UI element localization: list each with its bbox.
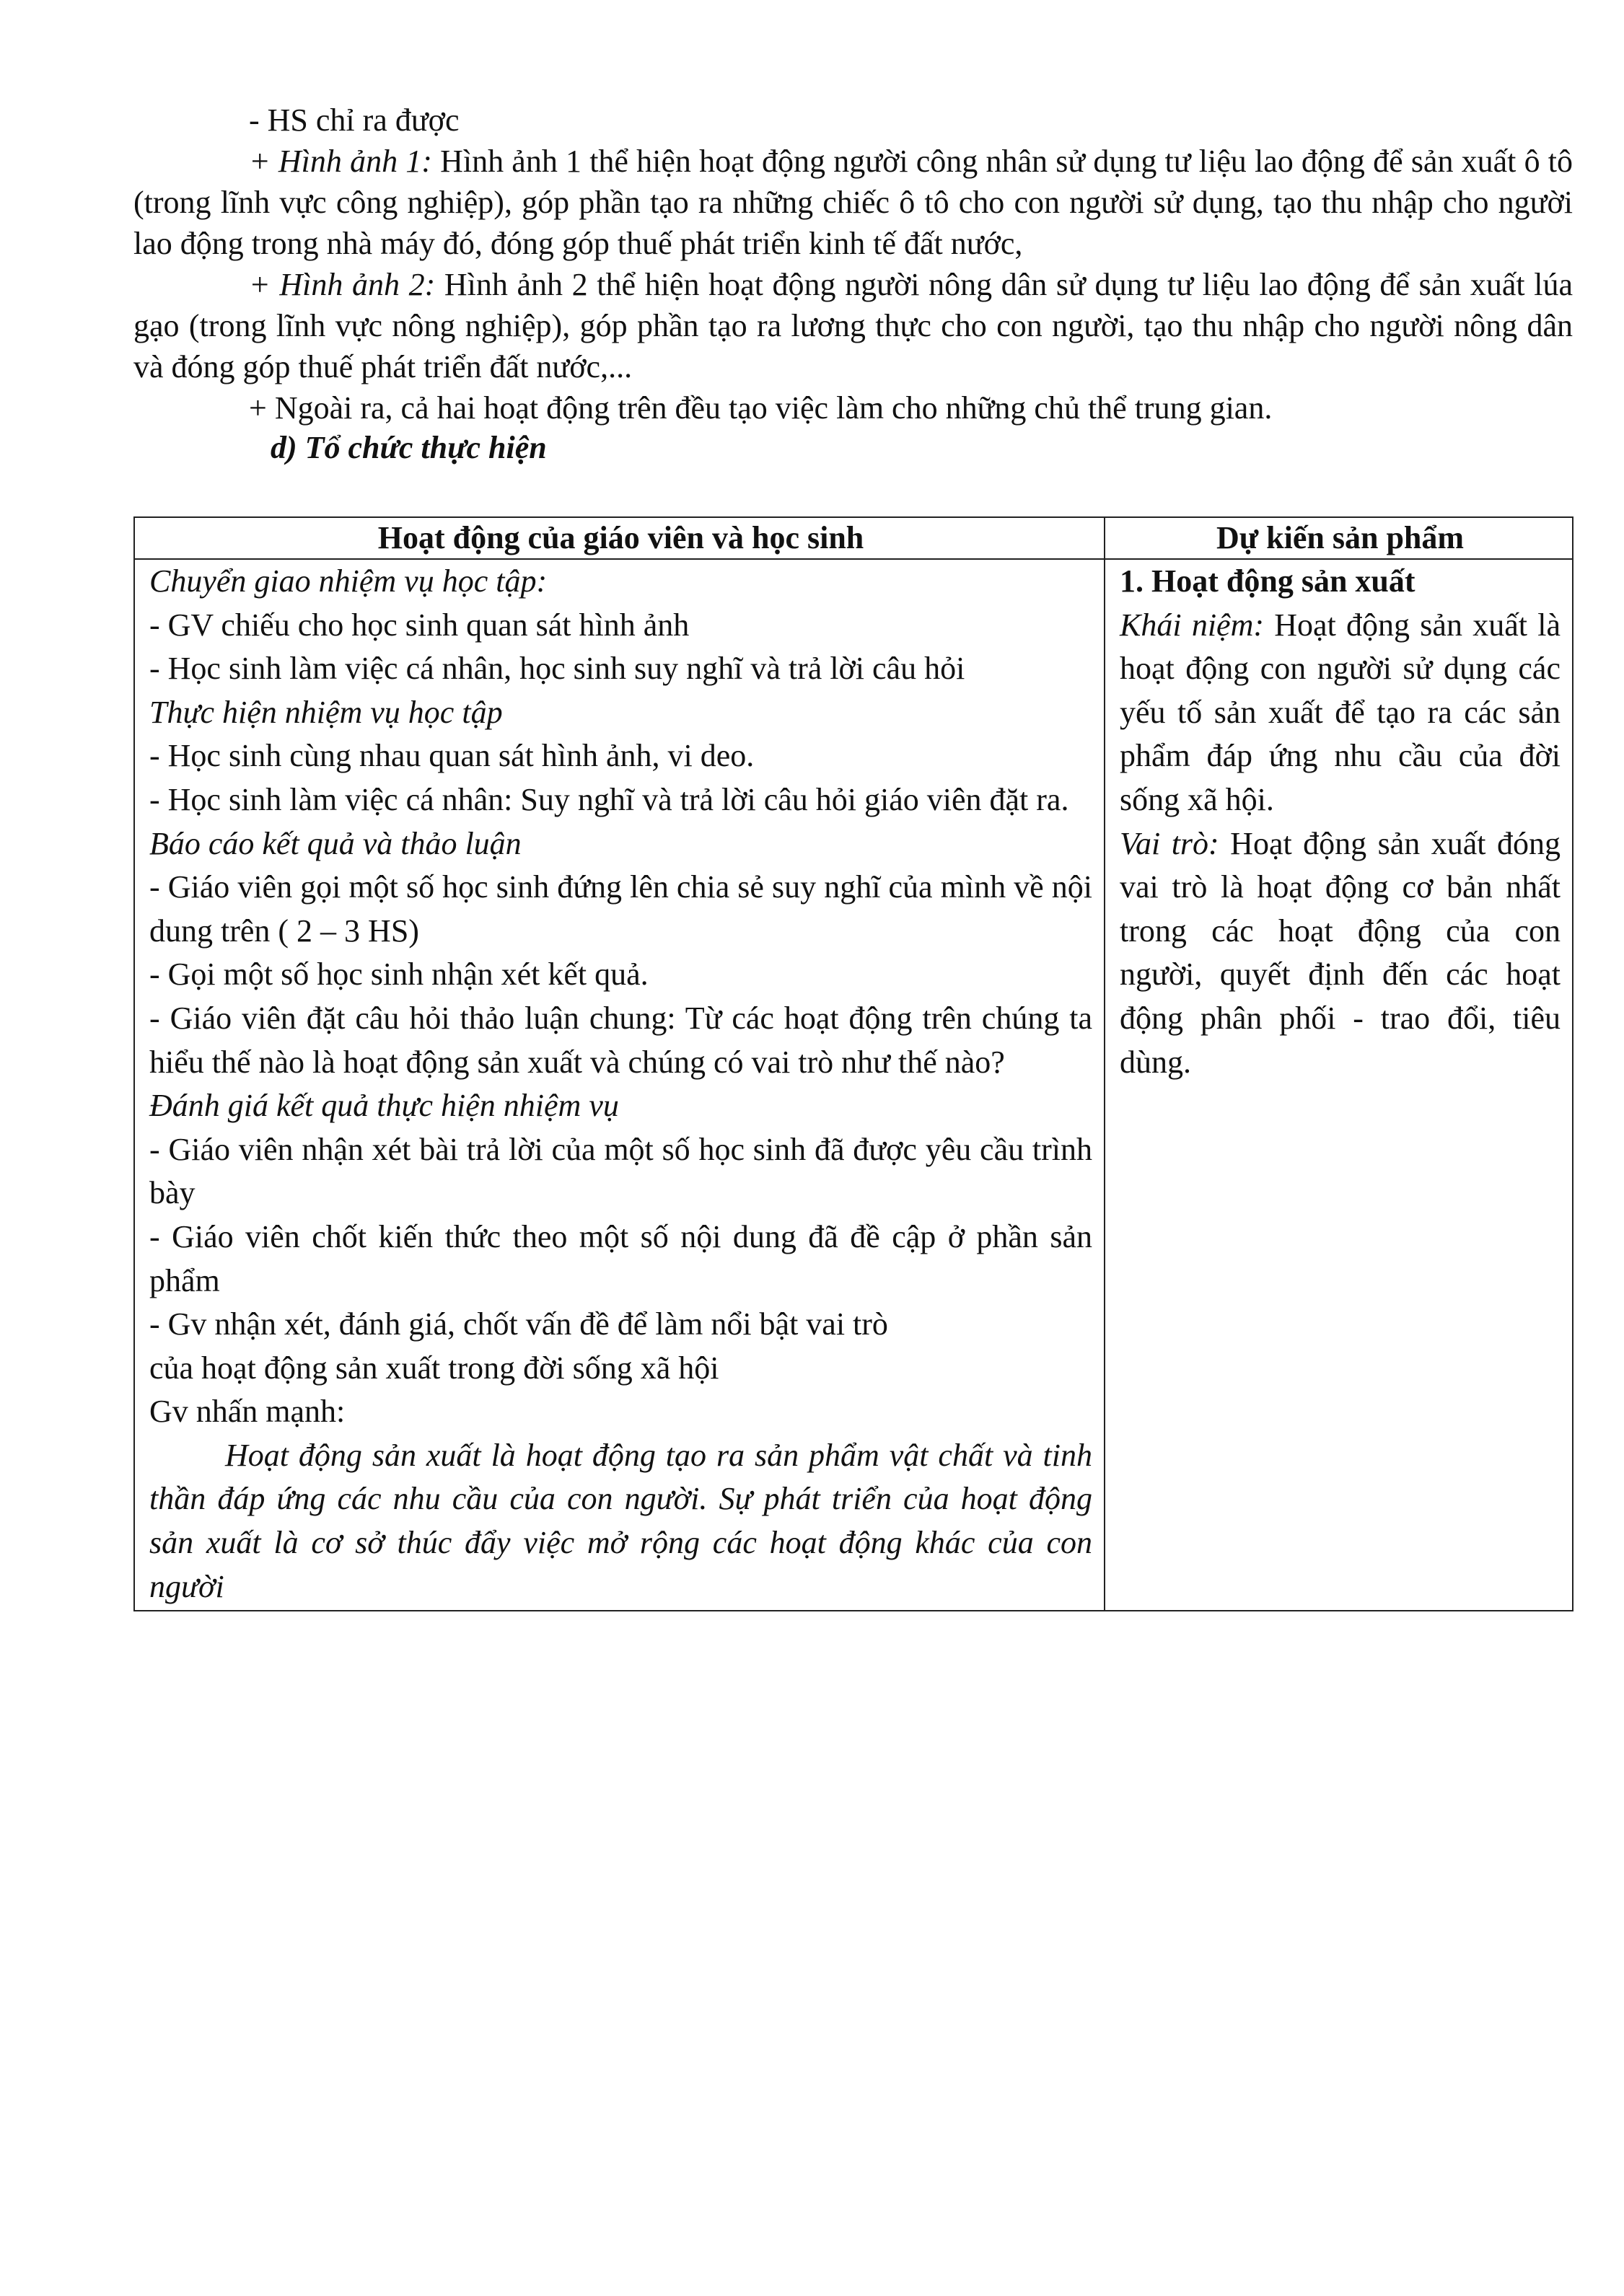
list-item: - Gv nhận xét, đánh giá, chốt vấn đề để làm nổi bật vai trò xyxy=(149,1306,888,1342)
product-title: 1. Hoạt động sản xuất xyxy=(1120,563,1415,599)
header-products: Dự kiến sản phẩm xyxy=(1105,517,1573,559)
list-item: - Học sinh làm việc cá nhân, học sinh suy nghĩ và trả lời câu hỏi xyxy=(149,651,965,687)
intro-section xyxy=(133,100,1573,468)
header-activities: Hoạt động của giáo viên và học sinh xyxy=(134,517,1105,559)
table-header-row xyxy=(134,517,1573,559)
table-row xyxy=(134,559,1573,1611)
step-perform-title: Thực hiện nhiệm vụ học tập xyxy=(149,694,503,730)
list-item: - Học sinh làm việc cá nhân: Suy nghĩ và trả lời câu hỏi giáo viên đặt ra. xyxy=(149,781,1069,817)
image2-label: + Hình ảnh 2: xyxy=(249,267,436,302)
image1-label: + Hình ảnh 1: xyxy=(249,144,432,179)
image2-paragraph xyxy=(133,264,1573,387)
concept-label: Khái niệm: xyxy=(1120,607,1265,643)
image1-text: Hình ảnh 1 thể hiện hoạt động người công nhân sử dụng tư liệu lao động để sản xuất ô tô (trong lĩnh vực công nghiệp), góp phần tạo ra những chiếc ô tô cho con người sử dụng, tạo thu nhập cho người lao động trong nhà máy đó, đóng góp thuế phát triển kinh tế đất nước, xyxy=(133,144,1573,261)
role-label: Vai trò: xyxy=(1120,825,1219,861)
activities-cell xyxy=(134,559,1105,1611)
concept-text: Hoạt động sản xuất là hoạt động con người sử dụng các yếu tố sản xuất để tạo ra các sản phẩm đáp ứng nhu cầu của đời sống xã hội. xyxy=(1120,607,1561,817)
emphasis-intro: Gv nhấn mạnh: xyxy=(149,1394,346,1430)
list-item: - Gọi một số học sinh nhận xét kết quả. xyxy=(149,956,649,993)
emphasis-quote: Hoạt động sản xuất là hoạt động tạo ra sản phẩm vật chất và tinh thần đáp ứng các nhu cầu của con người. Sự phát triển của hoạt động sản xuất là cơ sở thúc đẩy việc mở rộng các hoạt động khác của con người xyxy=(149,1437,1092,1604)
role-paragraph xyxy=(1120,822,1561,1085)
list-item: - Giáo viên nhận xét bài trả lời của một số học sinh đã được yêu cầu trình bày xyxy=(149,1131,1092,1211)
role-text: Hoạt động sản xuất đóng vai trò là hoạt động cơ bản nhất trong các hoạt động của con người, quyết định đến các hoạt động phân phối - trao đổi, tiêu dùng. xyxy=(1120,825,1561,1080)
products-cell xyxy=(1105,559,1573,1611)
list-item: - Giáo viên gọi một số học sinh đứng lên chia sẻ suy nghĩ của mình về nội dung trên ( 2 – 3 HS) xyxy=(149,869,1092,949)
list-item: - Giáo viên đặt câu hỏi thảo luận chung: Từ các hoạt động trên chúng ta hiểu thế nào là hoạt động sản xuất và chúng có vai trò như thế nào? xyxy=(149,1000,1092,1080)
hs-line: - HS chỉ ra được xyxy=(249,102,460,138)
step-assign-title: Chuyển giao nhiệm vụ học tập: xyxy=(149,563,548,599)
list-item: - Giáo viên chốt kiến thức theo một số nội dung đã đề cập ở phần sản phẩm xyxy=(149,1218,1092,1298)
image2-text: Hình ảnh 2 thể hiện hoạt động người nông dân sử dụng tư liệu lao động để sản xuất lúa gạo (trong lĩnh vực nông nghiệp), góp phần tạo ra lương thực cho con người, tạo thu nhập cho người nông dân và đóng góp thuế phát triển đất nước,... xyxy=(133,267,1573,384)
image1-paragraph xyxy=(133,141,1573,264)
section-heading: d) Tổ chức thực hiện xyxy=(271,430,547,465)
concept-paragraph xyxy=(1120,604,1561,822)
step-report-title: Báo cáo kết quả và thảo luận xyxy=(149,825,522,861)
extra-paragraph: + Ngoài ra, cả hai hoạt động trên đều tạo việc làm cho những chủ thể trung gian. xyxy=(249,390,1273,426)
step-evaluate-title: Đánh giá kết quả thực hiện nhiệm vụ xyxy=(149,1088,619,1124)
list-item: - Học sinh cùng nhau quan sát hình ảnh, vi deo. xyxy=(149,738,755,774)
list-item: của hoạt động sản xuất trong đời sống xã hội xyxy=(149,1350,719,1386)
list-item: - GV chiếu cho học sinh quan sát hình ảnh xyxy=(149,607,690,643)
activity-table xyxy=(133,516,1573,1611)
